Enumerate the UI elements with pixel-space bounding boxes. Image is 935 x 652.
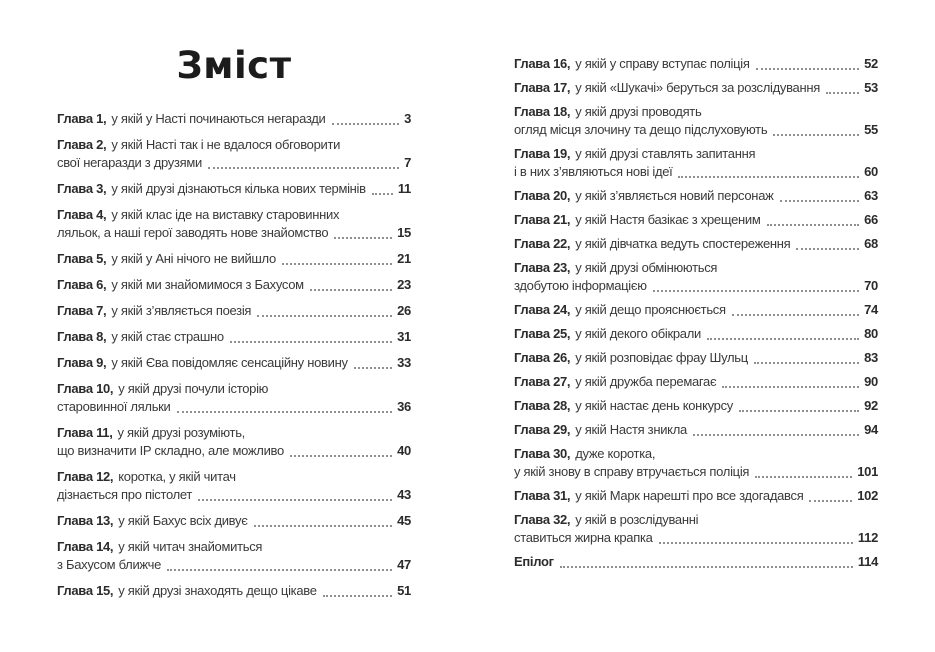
toc-line [57,250,411,268]
chapter-title-text: у якій друзі почули історію [118,381,269,396]
page-number: 94 [864,422,878,437]
chapter-title-text: у якій Бахус всіх дивує [118,513,248,528]
toc-line [57,468,411,486]
chapter-title-text: у якій з’являється новий персонаж [575,188,774,203]
page-number: 45 [397,513,411,528]
toc-entry [57,276,411,294]
toc-line [57,398,411,416]
page-number: 90 [864,374,878,389]
chapter-title-text: у якій розповідає фрау Шульц [575,350,748,365]
toc-entry [57,512,411,530]
toc-line [57,328,411,346]
chapter-label: Глава 16, [514,56,571,71]
chapter-label: Глава 30, [514,446,571,461]
page-number: 102 [857,488,878,503]
chapter-label: Глава 31, [514,488,571,503]
dot-leader [707,325,859,340]
page-number: 60 [864,164,878,179]
chapter-title-text: коротка, у якій читач [118,469,236,484]
toc-entry [514,103,878,139]
toc-line [514,79,878,97]
chapter-label: Глава 9, [57,355,107,370]
chapter-label: Глава 24, [514,302,571,317]
toc-entry [514,55,878,73]
chapter-title-text: у якій з’являється поезія [111,303,252,318]
toc-line [514,373,878,391]
chapter-label: Глава 19, [514,146,571,161]
page-number: 92 [864,398,878,413]
dot-leader [323,582,392,597]
toc-entry [57,468,411,504]
chapter-label: Епілог [514,554,554,569]
toc-line [514,277,878,295]
dot-leader [208,154,399,169]
toc-entry [514,325,878,343]
chapter-title-text: у якій друзі проводять [575,104,702,119]
toc-entry [514,553,878,571]
chapter-title-text: у якій друзі розуміють, [117,425,245,440]
dot-leader [198,486,392,501]
chapter-label: Глава 1, [57,111,107,126]
chapter-title-continuation: старовинної ляльки [57,399,171,414]
toc-entry [57,206,411,242]
toc-entry [514,235,878,253]
chapter-title-text: у якій ми знайомимося з Бахусом [111,277,304,292]
dot-leader [310,276,392,291]
dot-leader [659,529,853,544]
chapter-title-continuation: і в них з’являються нові ідеї [514,164,673,179]
toc-entry [57,136,411,172]
chapter-label: Глава 11, [57,425,113,440]
chapter-title-text: у якій дружба перемагає [575,374,717,389]
chapter-title-continuation: здобутою інформацією [514,278,647,293]
chapter-title-text: у якій Марк нарешті про все здогадався [575,488,804,503]
toc-entry [57,302,411,320]
page-title: Зміст [176,44,292,87]
dot-leader [334,224,392,239]
chapter-title-continuation: свої негаразди з друзями [57,155,202,170]
toc-line [514,463,878,481]
toc-entry [57,538,411,574]
toc-line [57,180,411,198]
dot-leader [780,187,860,202]
toc-entry [57,424,411,460]
dot-leader [372,180,393,195]
toc-line [514,121,878,139]
chapter-title-text: у якій дещо прояснюється [575,302,726,317]
chapter-title-continuation: у якій знову в справу втручається поліція [514,464,750,479]
toc-entry [514,397,878,415]
chapter-title-text: у якій друзі знаходять дещо цікаве [118,583,317,598]
page-number: 40 [397,443,411,458]
chapter-title-text: у якій у Насті починаються негаразди [111,111,326,126]
chapter-title-text: у якій настає день конкурсу [575,398,733,413]
chapter-label: Глава 22, [514,236,571,251]
dot-leader [332,110,400,125]
chapter-title-text: у якій клас іде на виставку старовинних [111,207,340,222]
toc-line [514,55,878,73]
chapter-title-text: у якій у справу вступає поліція [575,56,750,71]
dot-leader [290,442,392,457]
page-number: 33 [397,355,411,370]
chapter-label: Глава 6, [57,277,107,292]
page-number: 53 [864,80,878,95]
toc-line [57,354,411,372]
chapter-label: Глава 13, [57,513,114,528]
chapter-label: Глава 8, [57,329,107,344]
page-number: 66 [864,212,878,227]
chapter-label: Глава 7, [57,303,107,318]
chapter-title-text: у якій друзі ставлять запитання [575,146,756,161]
chapter-title-text: у якій друзі обмінюються [575,260,718,275]
chapter-title-text: у якій читач знайомиться [118,539,263,554]
dot-leader [257,302,392,317]
dot-leader [693,421,859,436]
page-number: 43 [397,487,411,502]
page-number: 80 [864,326,878,341]
page-number: 7 [404,155,411,170]
chapter-label: Глава 10, [57,381,114,396]
page-number: 68 [864,236,878,251]
dot-leader [230,328,392,343]
chapter-label: Глава 14, [57,539,114,554]
toc-line [57,486,411,504]
page-number: 83 [864,350,878,365]
toc-entry [57,582,411,600]
toc-line [57,224,411,242]
dot-leader [254,512,393,527]
toc-line [57,206,411,224]
dot-leader [755,463,852,478]
chapter-title-text: у якій Єва повідомляє сенсаційну новину [111,355,348,370]
dot-leader [773,121,859,136]
toc-line [514,163,878,181]
toc-line [514,325,878,343]
page-number: 36 [397,399,411,414]
chapter-title-text: дуже коротка, [575,446,656,461]
dot-leader [754,349,859,364]
dot-leader [177,398,393,413]
page-number: 112 [857,530,878,545]
dot-leader [282,250,392,265]
toc-line [57,556,411,574]
toc-line [57,442,411,460]
dot-leader [796,235,859,250]
toc-line [57,302,411,320]
toc-entry [514,511,878,547]
page-number: 47 [397,557,411,572]
toc-line [514,187,878,205]
page-number: 55 [864,122,878,137]
chapter-title-text: у якій декого обікрали [575,326,701,341]
chapter-label: Глава 12, [57,469,114,484]
toc-line [514,421,878,439]
toc-line [57,136,411,154]
toc-line [514,349,878,367]
page-number: 11 [397,181,411,196]
chapter-label: Глава 28, [514,398,571,413]
toc-entry [57,328,411,346]
toc-line [514,259,878,277]
chapter-title-text: у якій друзі дізнаються кілька нових термінів [111,181,366,196]
toc-column-left [57,110,411,608]
page-number: 3 [404,111,411,126]
chapter-label: Глава 4, [57,207,107,222]
dot-leader [826,79,859,94]
chapter-title-text: у якій стає страшно [111,329,224,344]
page-number: 52 [864,56,878,71]
page-number: 74 [864,302,878,317]
dot-leader [678,163,859,178]
dot-leader [739,397,859,412]
dot-leader [809,487,852,502]
chapter-title-text: у якій у Ані нічого не вийшло [111,251,276,266]
toc-entry [514,211,878,229]
chapter-label: Глава 21, [514,212,571,227]
page-number: 70 [864,278,878,293]
chapter-label: Глава 29, [514,422,571,437]
toc-entry [514,487,878,505]
chapter-label: Глава 20, [514,188,571,203]
chapter-label: Глава 5, [57,251,107,266]
dot-leader [756,55,860,70]
chapter-label: Глава 25, [514,326,571,341]
toc-entry [514,373,878,391]
toc-line [514,553,878,571]
chapter-title-continuation: з Бахусом ближче [57,557,162,572]
toc-column-right [514,55,878,577]
chapter-title-continuation: ставиться жирна крапка [514,530,653,545]
dot-leader [167,556,392,571]
dot-leader [722,373,859,388]
toc-entry [57,110,411,128]
chapter-title-continuation: огляд місця злочину та дещо підслуховують [514,122,768,137]
chapter-title-text: у якій дівчатка ведуть спостереження [575,236,791,251]
chapter-label: Глава 3, [57,181,107,196]
chapter-title-continuation: що визначити IP складно, але можливо [57,443,284,458]
toc-line [57,154,411,172]
toc-line [57,276,411,294]
toc-line [57,538,411,556]
chapter-label: Глава 18, [514,104,571,119]
page-number: 26 [397,303,411,318]
toc-entry [514,259,878,295]
page-number: 101 [857,464,878,479]
page-number: 51 [397,583,411,598]
toc-line [514,235,878,253]
page-number: 31 [397,329,411,344]
toc-entry [514,187,878,205]
toc-line [514,529,878,547]
chapter-title-continuation: дізнається про пістолет [57,487,193,502]
toc-line [514,487,878,505]
toc-entry [514,301,878,319]
page-number: 114 [857,554,878,569]
chapter-title-text: у якій Настя зникла [575,422,687,437]
chapter-label: Глава 23, [514,260,571,275]
toc-line [57,424,411,442]
chapter-title-continuation: ляльок, а наші герої заводять нове знайомство [57,225,329,240]
chapter-title-text: у якій в розслідуванні [575,512,699,527]
page-number: 15 [397,225,411,240]
toc-line [57,380,411,398]
chapter-title-text: у якій «Шукачі» беруться за розслідування [575,80,820,95]
dot-leader [732,301,859,316]
toc-line [514,103,878,121]
toc-line [514,301,878,319]
toc-entry [514,445,878,481]
page-number: 23 [397,277,411,292]
toc-line [514,397,878,415]
toc-entry [514,421,878,439]
chapter-label: Глава 2, [57,137,107,152]
chapter-label: Глава 26, [514,350,571,365]
toc-line [514,211,878,229]
toc-line [514,511,878,529]
page-number: 21 [397,251,411,266]
dot-leader [354,354,392,369]
toc-line [514,445,878,463]
toc-entry [57,250,411,268]
dot-leader [653,277,859,292]
page-number: 63 [864,188,878,203]
toc-line [57,110,411,128]
toc-entry [57,180,411,198]
toc-entry [514,349,878,367]
toc-entry [57,354,411,372]
chapter-title-text: у якій Настя базікає з хрещеним [575,212,761,227]
dot-leader [560,553,853,568]
toc-line [57,512,411,530]
toc-entry [514,79,878,97]
toc-line [514,145,878,163]
toc-entry [514,145,878,181]
dot-leader [767,211,860,226]
chapter-title-text: у якій Насті так і не вдалося обговорити [111,137,341,152]
chapter-label: Глава 27, [514,374,571,389]
toc-line [57,582,411,600]
toc-entry [57,380,411,416]
chapter-label: Глава 32, [514,512,571,527]
chapter-label: Глава 17, [514,80,571,95]
chapter-label: Глава 15, [57,583,114,598]
